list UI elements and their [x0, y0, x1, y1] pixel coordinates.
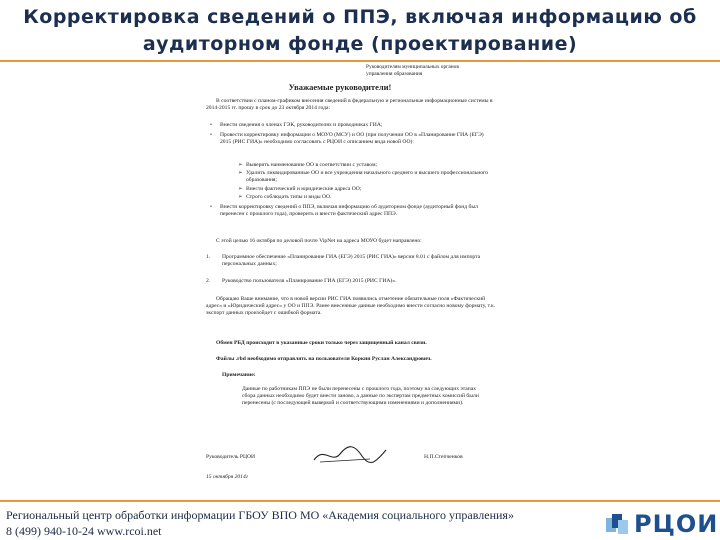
bullet-marker-icon: • [210, 132, 212, 138]
sub-text: Выверить наименование ОО в соответствии с уставом; [246, 162, 378, 168]
letter-document [190, 64, 510, 500]
sub-item [238, 170, 490, 184]
rcoi-logo [604, 510, 719, 538]
signer-title: Руководитель РЦОИ [206, 454, 256, 460]
signer-name: Н.П.Степченков [424, 454, 463, 460]
arrow-marker-icon: ➢ [238, 186, 243, 192]
letter-addressee [366, 64, 506, 78]
sub-text: Внести фактический и юридические адреса ОО; [246, 186, 362, 192]
slide-title-line1: Корректировка сведений о ППЭ, включая информацию об [23, 6, 697, 28]
bullet-text: Внести сведения о членах ГЭК, руководителях и проводниках ГИА; [220, 122, 383, 128]
exchange-paragraph: Обмен РБД происходит в указанные сроки только через защищенный канал связи. [216, 340, 427, 346]
arrow-marker-icon: ➢ [238, 162, 243, 168]
signature-image [310, 442, 390, 466]
attention-paragraph: Обращаю Ваше внимание, что в новой версии РИС ГИА появились отметение обязательные поля «Фактический адрес» и «Юридический адрес» у ОО и ППЭ. Ранее внесенные данные необходимо внести согласно новому формату, т.к. экспорт данных произойдет с ошибкой формата. [206, 296, 496, 317]
slide-title-line2: аудиторном фонде (проектирование) [142, 33, 578, 55]
slide-header [0, 0, 720, 62]
note-body: Данные по работникам ППЭ не были перенесены с прошлого года, поэтому на следующих этапах сбора данных необходимо будет внести заново, а данные по экспертам предметных комиссий были перенесены (с последующей выверкой и соответствующими изменениями и дополнениями). [242, 386, 479, 407]
logo-mark-icon [604, 512, 630, 536]
sub-text: Строго соблюдать типы и виды ОО. [246, 194, 332, 200]
number-marker: 2. [206, 278, 211, 284]
letter-intro: В соответствии с планом-графиком внесения сведений в федеральную и региональные информационные системы в 2014-2015 гг. прошу в срок до 23 октября 2014 года: [206, 98, 493, 112]
vipnet-paragraph: С этой целью 16 октября по деловой почте VipNet на адреса МОУО будет направлено: [216, 238, 422, 244]
arrow-marker-icon: ➢ [238, 170, 243, 176]
letter-date: 15 октября 2014г [206, 474, 248, 480]
sub-item [238, 162, 490, 169]
bullet-marker-icon: • [210, 204, 212, 210]
sub-text: Удалить ликвидированные ОО и все учреждения начального среднего и высшего профессионального образования; [246, 170, 488, 184]
number-marker: 1. [206, 254, 211, 260]
footer-contact: 8 (499) 940-10-24 www.rcoi.net [6, 524, 162, 538]
numbered-text: Программное обеспечение «Планирование ГИА (ЕГЭ) 2015 (РИС ГИА)» версии 8.01 с файлом для импорта персональных данных; [222, 254, 481, 268]
letter-greeting: Уважаемые руководители! [288, 82, 392, 92]
note-heading: Примечание: [222, 372, 256, 378]
bullet-marker-icon: • [210, 122, 212, 128]
addressee-line2: управления образования [366, 71, 423, 77]
addressee-line1: Руководителям муниципальных органов [366, 64, 459, 70]
bullet-text: Внести корректировку сведений о ППЭ, включая информацию об аудиторном фонде (аудиторный фонд был перенесен с прошлого года), проверить и внести фактический адрес ППЭ. [220, 204, 478, 218]
numbered-text: Руководство пользователя «Планирование ГИА (ЕГЭ) 2015 (РИС ГИА)». [222, 278, 397, 284]
footer-organization: Региональный центр обработки информации ГБОУ ВПО МО «Академия социального управления» [6, 508, 514, 522]
sub-item [238, 186, 490, 193]
bullet-text: Провести корректировку информации о МОУО (МСУ) и ОО (при получении ОО в «Планирование ГИА (ЕГЭ) 2015 (РИС ГИА)» необходимо согласовать с РЦОИ с описанием вида новой ОО): [220, 132, 484, 146]
logo-text: РЦОИ [634, 510, 719, 538]
files-paragraph: Файлы .rbd необходимо отправлять на пользователя Коркин Руслан Александрович. [216, 356, 432, 362]
arrow-marker-icon: ➢ [238, 194, 243, 200]
sub-item [238, 194, 490, 201]
